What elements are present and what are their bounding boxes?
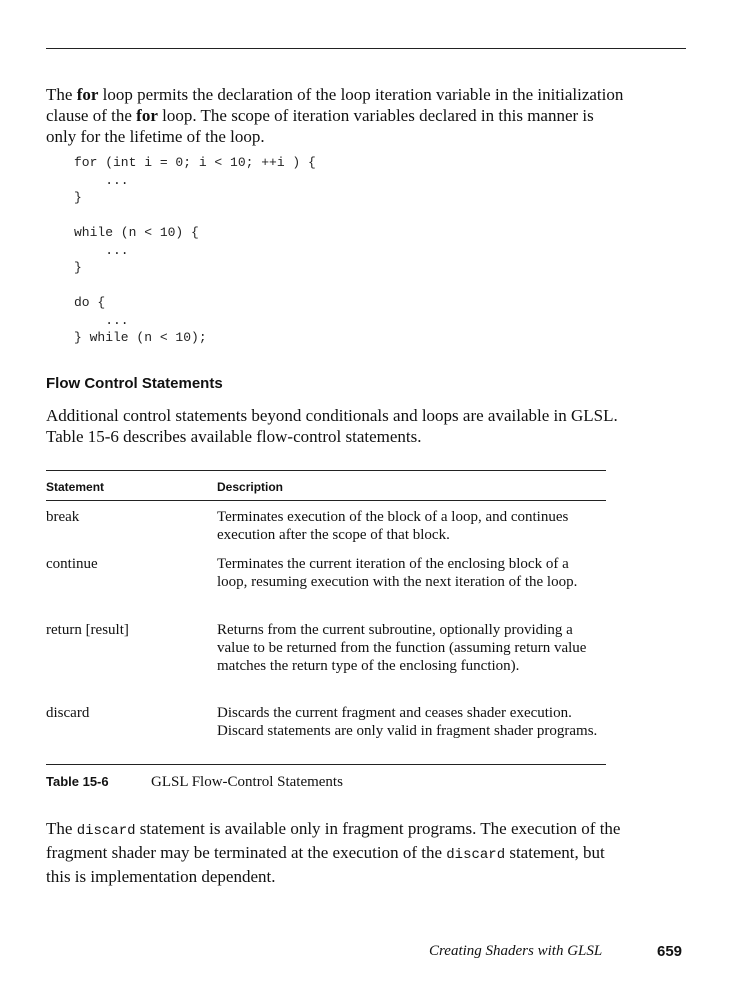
code-block-for: for (int i = 0; i < 10; ++i ) { ... } (74, 155, 316, 205)
table-header-statement: Statement (46, 480, 105, 494)
table-row-break-statement: break (46, 509, 80, 525)
for-keyword: for (136, 106, 158, 125)
table-row-discard-statement: discard (46, 705, 90, 721)
running-footer-title: Creating Shaders with GLSL (429, 943, 603, 959)
table-row-discard-description: Discards the current fragment and ceases shader execution. Discard statements are only valid in fragment shader programs. (217, 705, 598, 739)
intro-text-3: loop. The scope of iteration variables declared in this manner is only for the lifetime of the loop. (46, 106, 594, 146)
code-block-do: do { ... } while (n < 10); (74, 295, 207, 345)
top-rule (46, 48, 686, 49)
closing-text-3: statement, but this is implementation dependent. (46, 843, 605, 886)
table-caption-label: Table 15-6 (46, 774, 109, 789)
page-number: 659 (657, 943, 683, 960)
for-keyword: for (76, 85, 99, 104)
table-header-rule (46, 500, 606, 501)
table-header-description: Description (217, 480, 284, 494)
section-heading: Flow Control Statements (46, 375, 223, 392)
table-row-return-description: Returns from the current subroutine, optionally providing a value to be returned from the function (assuming return value matches the return type of the enclosing function). (217, 622, 587, 674)
table-row-return-statement: return [result] (46, 622, 129, 638)
discard-code: discard (446, 847, 506, 863)
discard-code: discard (76, 823, 136, 839)
table-row-break-description: Terminates execution of the block of a loop, and continues execution after the scope of that block. (217, 509, 569, 543)
code-block-while: while (n < 10) { ... } (74, 225, 199, 275)
table-row-continue-description: Terminates the current iteration of the enclosing block of a loop, resuming execution with the next iteration of the loop. (217, 556, 578, 590)
table-row-continue-statement: continue (46, 556, 98, 572)
closing-paragraph (46, 818, 626, 887)
closing-text-2: statement is available only in fragment programs. The execution of the fragment shader may be terminated at the execution of the (46, 819, 621, 862)
intro-paragraph (46, 84, 626, 147)
intro-text-1: The (46, 85, 77, 104)
closing-text-1: The (46, 819, 77, 838)
table-top-rule (46, 470, 606, 471)
section-paragraph: Additional control statements beyond conditionals and loops are available in GLSL. Table 15-6 describes available flow-control statements. (46, 406, 618, 446)
intro-text-2: loop permits the declaration of the loop iteration variable in the initialization clause of the (46, 85, 624, 125)
table-caption-text: GLSL Flow-Control Statements (151, 774, 343, 790)
table-bottom-rule (46, 764, 606, 765)
